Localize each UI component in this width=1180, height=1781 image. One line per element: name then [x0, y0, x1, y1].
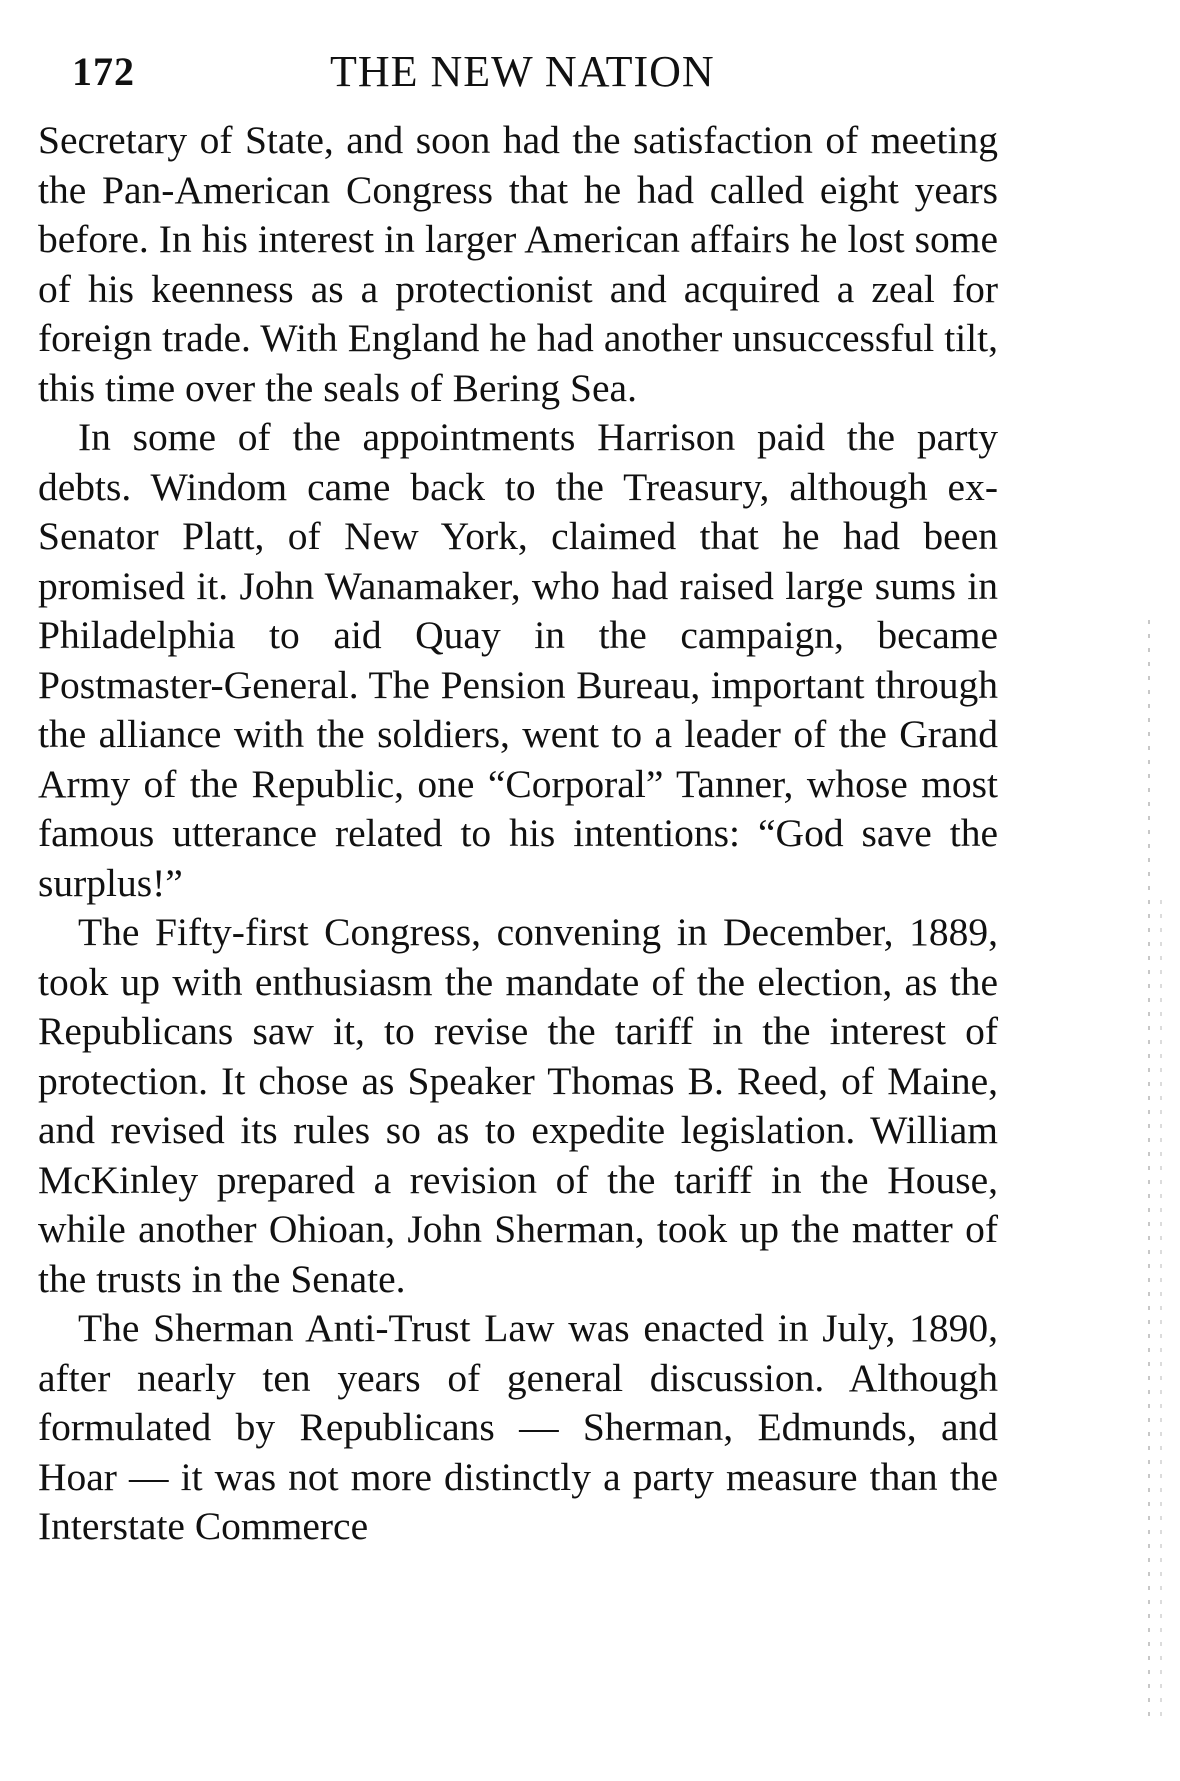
paragraph-3: The Fifty-first Congress, convening in December, 1889, took up with enthusiasm the mandate of the election, as the Republicans saw it, to revise the tariff in the interest of protection. It chose as Speaker Thomas B. Reed, of Maine, and revised its rules so as to expedite legislation. William McKinley prepared a revision of the tariff in the House, while another Ohioan, John Sherman, took up the matter of the trusts in the Senate.	[38, 910, 998, 1301]
body-text	[38, 116, 998, 1552]
paragraph-2: In some of the appointments Harrison paid the party debts. Windom came back to the Treasury, although ex-Senator Platt, of New York, claimed that he had been promised it. John Wanamaker, who had raised large sums in Philadelphia to aid Quay in the campaign, became Postmaster-General. The Pension Bureau, important through the alliance with the soldiers, went to a leader of the Grand Army of the Republic, one “Corporal” Tanner, whose most famous utterance related to his intentions: “God save the surplus!”	[38, 415, 998, 905]
paragraph-1: Secretary of State, and soon had the satisfaction of meeting the Pan-American Congress that he had called eight years before. In his interest in larger American affairs he lost some of his keenness as a protectionist and acquired a zeal for foreign trade. With England he had another unsuccessful tilt, this time over the seals of Bering Sea.	[38, 118, 998, 410]
scan-edge-artifact	[1160, 900, 1162, 1720]
scan-edge-artifact	[1148, 620, 1150, 1720]
paragraph-4: The Sherman Anti-Trust Law was enacted in July, 1890, after nearly ten years of general discussion. Although formulated by Republicans — Sherman, Edmunds, and Hoar — it was not more distinctly a party measure than the Interstate Commerce	[38, 1306, 998, 1548]
running-head	[72, 44, 792, 104]
running-title: THE NEW NATION	[330, 47, 715, 96]
page-number: 172	[72, 49, 135, 94]
